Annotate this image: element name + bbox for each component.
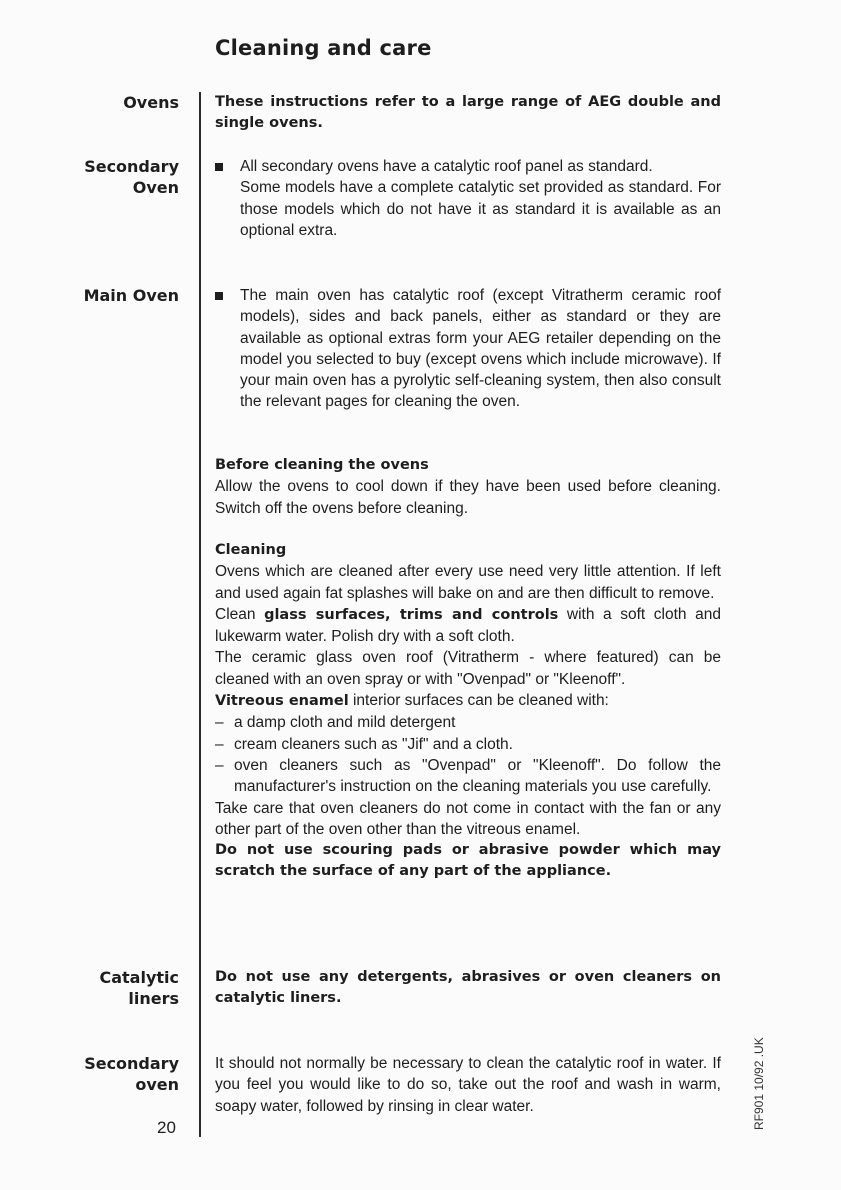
cleaning-para-2-end: with a soft cloth and lukewarm water. Polish dry with a soft cloth.	[215, 605, 721, 646]
footer-code: RF901 10/92 .UK	[752, 1037, 766, 1130]
side-label-ovens-text: Ovens	[123, 93, 179, 112]
side-label-secondary-line2: Oven	[132, 178, 179, 197]
intro-text: These instructions refer to a large range of AEG double and single ovens.	[215, 94, 721, 132]
cleaning-heading: Cleaning	[215, 542, 287, 558]
cleaning-para-3: The ceramic glass oven roof (Vitratherm - where featured) can be cleaned with an oven spray or with "Ovenpad" or "Kleenoff".	[215, 649, 721, 688]
secondary-oven-section	[215, 156, 721, 241]
cleaning-para-2-bold: glass surfaces, trims and controls	[264, 606, 559, 623]
cleaning-para-2-start: Clean	[215, 605, 265, 623]
page-title: Cleaning and care	[215, 36, 432, 60]
list-item: – cream cleaners such as "Jif" and a cloth.	[215, 734, 721, 755]
cleaning-para-4-rest: interior surfaces can be cleaned with:	[348, 692, 609, 710]
cleaning-para-1: Ovens which are cleaned after every use need very little attention. If left and used again fat splashes will bake on and are then difficult to remove.	[215, 563, 721, 602]
secondary-oven-cleaning-text: It should not normally be necessary to clean the catalytic roof in water. If you feel you would like to do so, take out the roof and wash in warm, soapy water, followed by rinsing in clear water.	[215, 1055, 721, 1115]
side-label-secondary-oven-2	[84, 1053, 179, 1095]
cleaning-section	[215, 540, 721, 883]
secondary-oven-para-2: Some models have a complete catalytic set provided as standard. For those models which do not have it as standard it is available as an optional extra.	[240, 179, 721, 239]
vertical-divider	[199, 92, 201, 1137]
cleaning-para-4	[215, 690, 721, 712]
cleaning-list	[215, 712, 721, 797]
side-label-secondary-line1: Secondary	[84, 157, 179, 176]
before-cleaning-text: Allow the ovens to cool down if they have been used before cleaning. Switch off the ovens before cleaning.	[215, 478, 721, 517]
before-cleaning-section	[215, 455, 721, 519]
list-item: – oven cleaners such as "Ovenpad" or "Kleenoff". Do follow the manufacturer's instruction on the cleaning materials you use carefully.	[215, 755, 721, 798]
before-cleaning-heading: Before cleaning the ovens	[215, 457, 429, 473]
cleaning-para-2	[215, 604, 721, 648]
side-label-catalytic-line2: liners	[128, 989, 179, 1008]
bullet-icon	[215, 163, 223, 171]
side-label-secondary-b-line2: oven	[135, 1075, 179, 1094]
cleaning-para-4-bold: Vitreous enamel	[215, 693, 349, 710]
bullet-icon	[215, 292, 223, 300]
main-oven-para: The main oven has catalytic roof (except Vitratherm ceramic roof models), sides and back panels, either as standard or they are available as optional extras form your AEG retailer depending on the model you selected to buy (except ovens which include microwave). If your main oven has a pyrolytic self-cleaning system, then also consult the relevant pages for cleaning the oven.	[240, 287, 721, 411]
side-label-main-oven	[84, 285, 179, 306]
list-item: – a damp cloth and mild detergent	[215, 712, 721, 733]
main-oven-section	[215, 285, 721, 413]
cleaning-para-5: Take care that oven cleaners do not come in contact with the fan or any other part of the oven other than the vitreous enamel.	[215, 799, 721, 838]
page-number: 20	[157, 1118, 176, 1137]
side-label-secondary-b-line1: Secondary	[84, 1054, 179, 1073]
side-label-catalytic-line1: Catalytic	[99, 968, 179, 987]
cleaning-warning: Do not use scouring pads or abrasive powder which may scratch the surface of any part of the appliance.	[215, 842, 721, 880]
secondary-oven-para-1: All secondary ovens have a catalytic roof panel as standard.	[240, 158, 653, 175]
side-label-main-oven-text: Main Oven	[83, 286, 179, 305]
side-label-catalytic-liners	[99, 967, 179, 1009]
side-label-secondary-oven	[84, 156, 179, 198]
side-label-ovens	[123, 92, 179, 113]
catalytic-liners-text: Do not use any detergents, abrasives or oven cleaners on catalytic liners.	[215, 969, 721, 1007]
